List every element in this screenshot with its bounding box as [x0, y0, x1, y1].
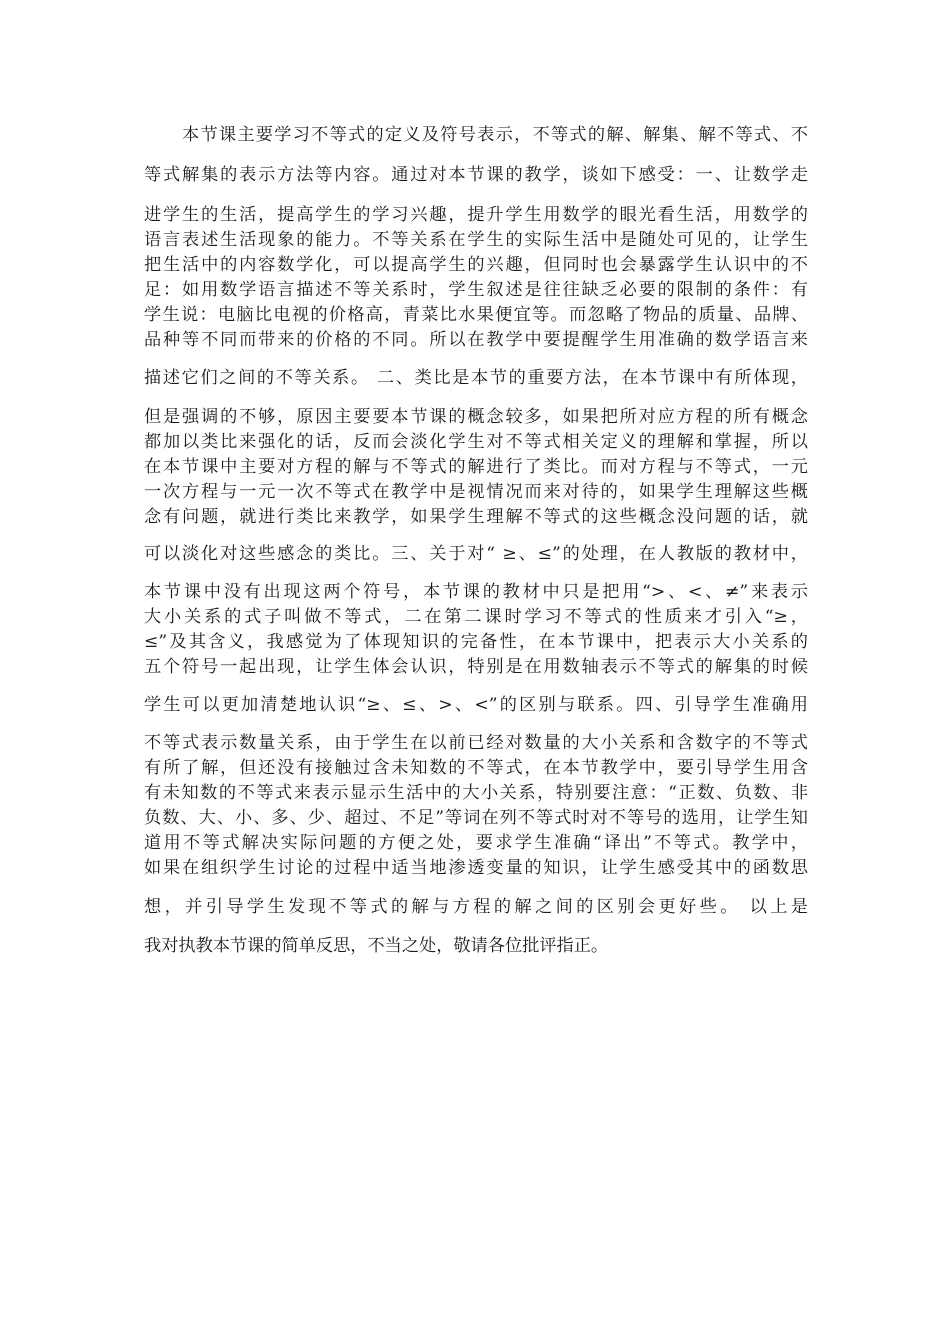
text-line: 等式解集的表示方法等内容。通过对本节课的教学，谈如下感受：一、让数学走: [144, 165, 808, 185]
text-line: 学生说：电脑比电视的价格高，青菜比水果便宜等。而忽略了物品的质量、品牌、: [144, 305, 808, 325]
text-line: 五个符号一起出现，让学生体会认识，特别是在用数轴表示不等式的解集的时候: [144, 657, 808, 677]
text-line: 本节课主要学习不等式的定义及符号表示，不等式的解、解集、解不等式、不: [182, 125, 808, 145]
text-line: 语言表述生活现象的能力。不等关系在学生的实际生活中是随处可见的，让学生: [144, 230, 808, 250]
text-line: 都加以类比来强化的话，反而会淡化学生对不等式相关定义的理解和掌握，所以: [144, 432, 808, 452]
text-line: 把生活中的内容数学化，可以提高学生的兴趣，但同时也会暴露学生认识中的不: [144, 255, 808, 275]
text-line: 想，并引导学生发现不等式的解与方程的解之间的区别会更好些。 以上是: [144, 897, 808, 917]
text-line: 但是强调的不够，原因主要要本节课的概念较多，如果把所对应方程的所有概念: [144, 407, 808, 427]
text-line: 道用不等式解决实际问题的方便之处，要求学生准确“译出”不等式。教学中，: [144, 833, 808, 853]
text-line: 描述它们之间的不等关系。 二、类比是本节的重要方法，在本节课中有所体现，: [144, 368, 808, 388]
text-line: 念有问题，就进行类比来教学，如果学生理解不等式的这些概念没问题的话，就: [144, 507, 808, 527]
text-line: 学生可以更加清楚地认识“≥、≤、>、<”的区别与联系。四、引导学生准确用: [144, 695, 808, 715]
text-line: 进学生的生活，提高学生的学习兴趣，提升学生用数学的眼光看生活，用数学的: [144, 205, 808, 225]
text-line: 不等式表示数量关系，由于学生在以前已经对数量的大小关系和含数字的不等式: [144, 733, 808, 753]
text-line: 如果在组织学生讨论的过程中适当地渗透变量的知识，让学生感受其中的函数思: [144, 858, 808, 878]
text-line: 我对执教本节课的简单反思，不当之处，敬请各位批评指正。: [144, 936, 609, 956]
text-line: 品种等不同而带来的价格的不同。所以在教学中要提醒学生用准确的数学语言来: [144, 330, 808, 350]
text-line: 本节课中没有出现这两个符号，本节课的教材中只是把用“>、<、≠”来表示: [144, 582, 808, 602]
text-line: 大小关系的式子叫做不等式，二在第二课时学习不等式的性质来才引入“≥，: [144, 607, 808, 627]
text-line: 负数、大、小、多、少、超过、不足”等词在列不等式时对不等号的选用，让学生知: [144, 808, 808, 828]
text-line: 一次方程与一元一次不等式在教学中是视情况而来对待的，如果学生理解这些概: [144, 482, 808, 502]
text-line: ≤”及其含义，我感觉为了体现知识的完备性，在本节课中，把表示大小关系的: [144, 632, 808, 652]
text-line: 有所了解，但还没有接触过含未知数的不等式，在本节教学中，要引导学生用含: [144, 758, 808, 778]
text-line: 足：如用数学语言描述不等关系时，学生叙述是往往缺乏必要的限制的条件：有: [144, 280, 808, 300]
text-line: 可以淡化对这些感念的类比。三、关于对“ ≥、≤”的处理，在人教版的教材中，: [144, 544, 808, 564]
text-line: 有未知数的不等式来表示显示生活中的大小关系，特别要注意：“正数、负数、非: [144, 783, 808, 803]
text-line: 在本节课中主要对方程的解与不等式的解进行了类比。而对方程与不等式，一元: [144, 457, 808, 477]
